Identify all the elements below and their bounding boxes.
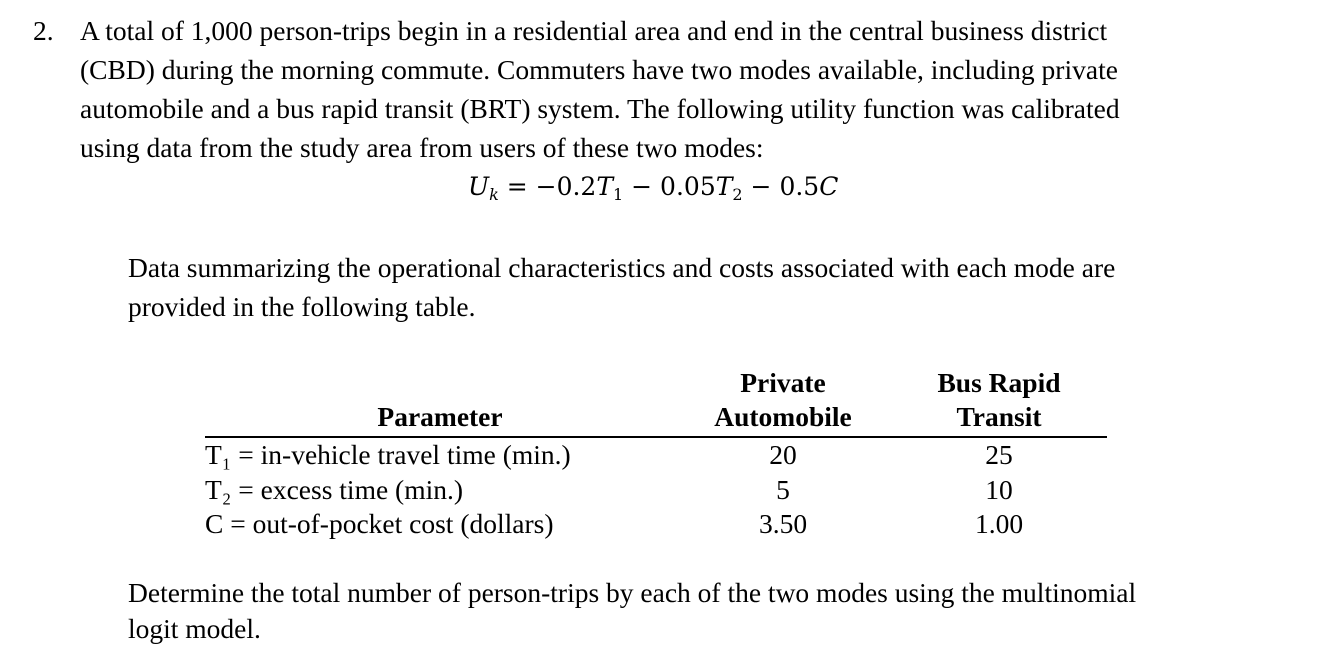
task-line: Determine the total number of person-trips by each of the two modes using the multinomial bbox=[128, 577, 1137, 608]
question-line: automobile and a bus rapid transit (BRT) system. The following utility function was calibrated bbox=[80, 93, 1120, 124]
table-row bbox=[205, 473, 1107, 508]
header-parameter: Parameter bbox=[205, 366, 675, 437]
cell-auto: 20 bbox=[769, 439, 797, 470]
utility-equation: $U_k = -0.2T_1 - 0.05T_2 - 0.5C$ bbox=[468, 172, 839, 204]
mode-data-table bbox=[205, 366, 1107, 542]
cell-auto: 3.50 bbox=[758, 508, 808, 539]
question-line: using data from the study area from users of these two modes: bbox=[80, 132, 764, 163]
cell-parameter: C = out-of-pocket cost (dollars) bbox=[205, 508, 554, 539]
question-number: 2. bbox=[33, 15, 54, 46]
question-line: A total of 1,000 person-trips begin in a residential area and end in the central business district bbox=[80, 15, 1108, 46]
intro-line: provided in the following table. bbox=[128, 291, 476, 322]
cell-parameter: T₁ = in-vehicle travel time (min.) bbox=[205, 439, 571, 470]
cell-brt: 25 bbox=[985, 439, 1013, 470]
cell-brt: 1.00 bbox=[974, 508, 1024, 539]
cell-brt: 10 bbox=[985, 473, 1013, 505]
header-private-automobile: Private Automobile bbox=[675, 366, 891, 437]
question-line: (CBD) during the morning commute. Commuters have two modes available, including private bbox=[80, 54, 1118, 85]
intro-line: Data summarizing the operational characteristics and costs associated with each mode are bbox=[128, 252, 1116, 283]
table-row bbox=[205, 437, 1107, 473]
header-bus-rapid-transit: Bus Rapid Transit bbox=[891, 366, 1107, 437]
table-row bbox=[205, 507, 1107, 542]
table-header-row bbox=[205, 366, 1107, 437]
cell-auto: 5 bbox=[776, 473, 790, 505]
cell-parameter: T₂ = excess time (min.) bbox=[205, 473, 464, 505]
task-line: logit model. bbox=[128, 613, 261, 644]
